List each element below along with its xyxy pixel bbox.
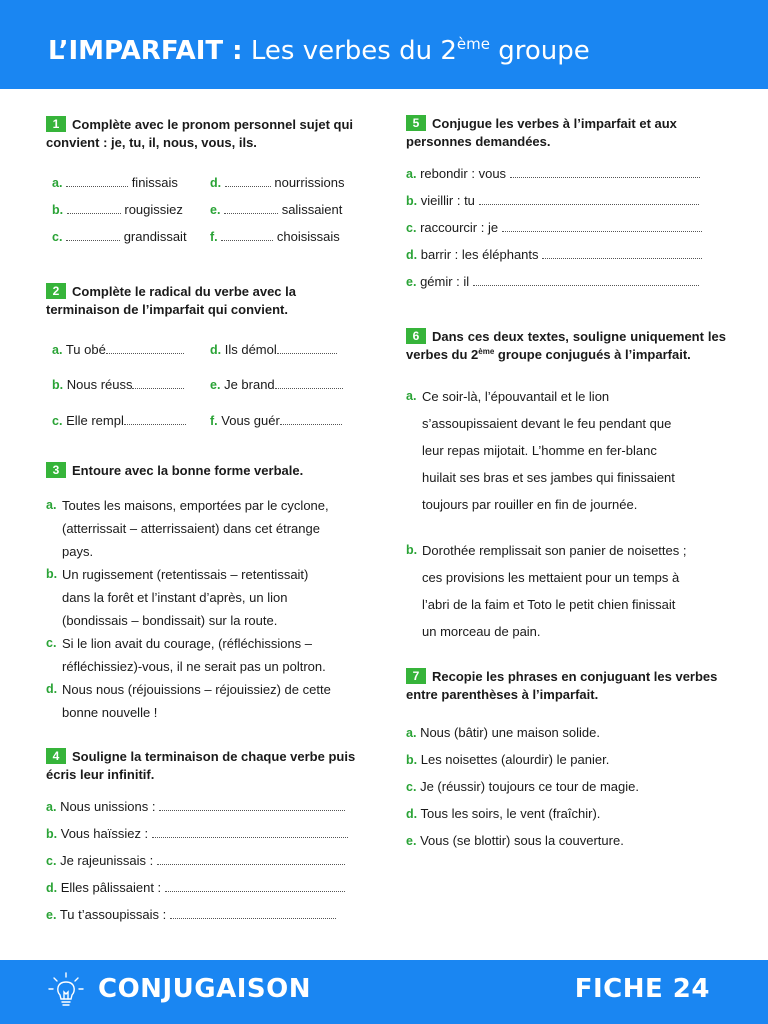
answer-blank[interactable]: [225, 176, 271, 187]
list-item: a. Nous (bâtir) une maison solide.: [406, 725, 600, 740]
footer-sheet-number: FICHE 24: [574, 974, 710, 1004]
exercise-number-badge: 4: [46, 748, 66, 764]
answer-blank[interactable]: [124, 414, 186, 425]
list-item: b. Un rugissement (retentissais – retentissait) dans la forêt et l’instant d’après, un lion (bondissais – bondissait) sur la route.: [46, 567, 309, 628]
exercise-1-instruction: 1 Complète avec le pronom personnel sujet qui convient : je, tu, il, nous, vous, ils.: [46, 117, 354, 150]
list-item: b. Nous réuss: [52, 376, 184, 394]
title-sup: ème: [456, 35, 490, 53]
exercise-number-badge: 3: [46, 462, 66, 478]
exercise-5: [406, 115, 726, 289]
answer-blank[interactable]: [542, 248, 702, 259]
answer-blank[interactable]: [224, 203, 278, 214]
list-item: a. rebondir : vous: [406, 165, 700, 183]
list-item: f. choisissais: [210, 229, 340, 244]
list-item: d. nourrissions: [210, 175, 345, 190]
exercise-3-instruction: 3 Entoure avec la bonne forme verbale.: [46, 462, 364, 480]
exercise-6: [406, 328, 726, 639]
answer-blank[interactable]: [67, 203, 121, 214]
list-item: d. Ils démol: [210, 341, 337, 359]
list-item: e. gémir : il: [406, 273, 699, 291]
exercise-2-instruction: 2 Complète le radical du verbe avec la terminaison de l’imparfait qui convient.: [46, 284, 296, 317]
list-item: c. Si le lion avait du courage, (réfléchissions – réfléchissiez)-vous, il ne serait pas un poltron.: [46, 636, 326, 674]
exercise-6-instruction: 6 Dans ces deux textes, souligne uniquement les verbes du 2ème groupe conjugués à l’imparfait.: [406, 329, 726, 362]
list-item: e. Vous (se blottir) sous la couverture.: [406, 833, 624, 848]
list-item: d. barrir : les éléphants: [406, 246, 702, 264]
list-item: d. Elles pâlissaient :: [46, 879, 345, 897]
answer-blank[interactable]: [277, 343, 337, 354]
answer-blank[interactable]: [170, 908, 336, 919]
answer-blank[interactable]: [275, 378, 343, 389]
list-item: c. Elle rempl: [52, 412, 186, 430]
footer-subject: CONJUGAISON: [98, 974, 311, 1004]
list-item: e. salissaient: [210, 202, 343, 217]
list-item: b. vieillir : tu: [406, 192, 699, 210]
title-strong: L’IMPARFAIT :: [48, 36, 243, 66]
answer-blank[interactable]: [157, 854, 345, 865]
page-title: [48, 34, 590, 68]
list-item: b. rougissiez: [52, 202, 183, 217]
page-footer: [0, 960, 768, 1024]
list-item: c. raccourcir : je: [406, 219, 702, 237]
answer-blank[interactable]: [221, 230, 273, 241]
list-item: c. Je (réussir) toujours ce tour de magie.: [406, 779, 639, 794]
list-item: a. Ce soir-là, l’épouvantail et le lion s’assoupissaient devant le feu pendant que leur repas mijotait. L’homme en fer-blanc huilait ses bras et ses jambes qui finissaient toujours par rouiller en fin de journée.: [406, 389, 675, 512]
answer-blank[interactable]: [66, 176, 128, 187]
list-item: a. finissais: [52, 175, 178, 190]
list-item: a. Tu obé: [52, 341, 184, 359]
answer-blank[interactable]: [152, 827, 348, 838]
list-item: e. Je brand: [210, 376, 343, 394]
answer-blank[interactable]: [510, 167, 700, 178]
exercise-number-badge: 2: [46, 283, 66, 299]
exercise-7: [406, 668, 726, 848]
answer-blank[interactable]: [479, 194, 699, 205]
exercise-7-instruction: 7 Recopie les phrases en conjuguant les verbes entre parenthèses à l’imparfait.: [406, 669, 718, 702]
answer-blank[interactable]: [132, 378, 184, 389]
answer-blank[interactable]: [159, 800, 345, 811]
list-item: c. grandissait: [52, 229, 187, 244]
list-item: c. Je rajeunissais :: [46, 852, 345, 870]
lightbulb-icon: [48, 972, 84, 1008]
list-item: d. Tous les soirs, le vent (fraîchir).: [406, 806, 601, 821]
list-item: b. Dorothée remplissait son panier de noisettes ; ces provisions les mettaient pour un temps à l’abri de la faim et Toto le petit chien finissait un morceau de pain.: [406, 543, 687, 639]
list-item: d. Nous nous (réjouissions – réjouissiez) de cette bonne nouvelle !: [46, 682, 331, 720]
answer-blank[interactable]: [106, 343, 184, 354]
exercise-2: [46, 283, 364, 428]
list-item: f. Vous guér: [210, 412, 342, 430]
page-header: [0, 0, 768, 89]
list-item: b. Vous haïssiez :: [46, 825, 348, 843]
answer-blank[interactable]: [280, 414, 342, 425]
exercise-4-instruction: 4 Souligne la terminaison de chaque verbe puis écris leur infinitif.: [46, 749, 356, 782]
answer-blank[interactable]: [165, 881, 345, 892]
answer-blank[interactable]: [473, 275, 699, 286]
exercise-1: [46, 116, 364, 244]
answer-blank[interactable]: [66, 230, 120, 241]
title-rest: Les verbes du 2: [250, 36, 457, 66]
title-end: groupe: [498, 36, 590, 66]
exercise-number-badge: 5: [406, 115, 426, 131]
exercise-4: [46, 748, 364, 922]
exercise-number-badge: 7: [406, 668, 426, 684]
exercise-3: [46, 462, 364, 720]
list-item: a. Nous unissions :: [46, 798, 345, 816]
list-item: b. Les noisettes (alourdir) le panier.: [406, 752, 610, 767]
exercise-number-badge: 1: [46, 116, 66, 132]
list-item: a. Toutes les maisons, emportées par le cyclone, (atterrissait – atterrissaient) dans cet étrange pays.: [46, 498, 329, 559]
exercise-5-instruction: 5 Conjugue les verbes à l’imparfait et aux personnes demandées.: [406, 116, 677, 149]
answer-blank[interactable]: [502, 221, 702, 232]
exercise-number-badge: 6: [406, 328, 426, 344]
list-item: e. Tu t’assoupissais :: [46, 906, 336, 924]
